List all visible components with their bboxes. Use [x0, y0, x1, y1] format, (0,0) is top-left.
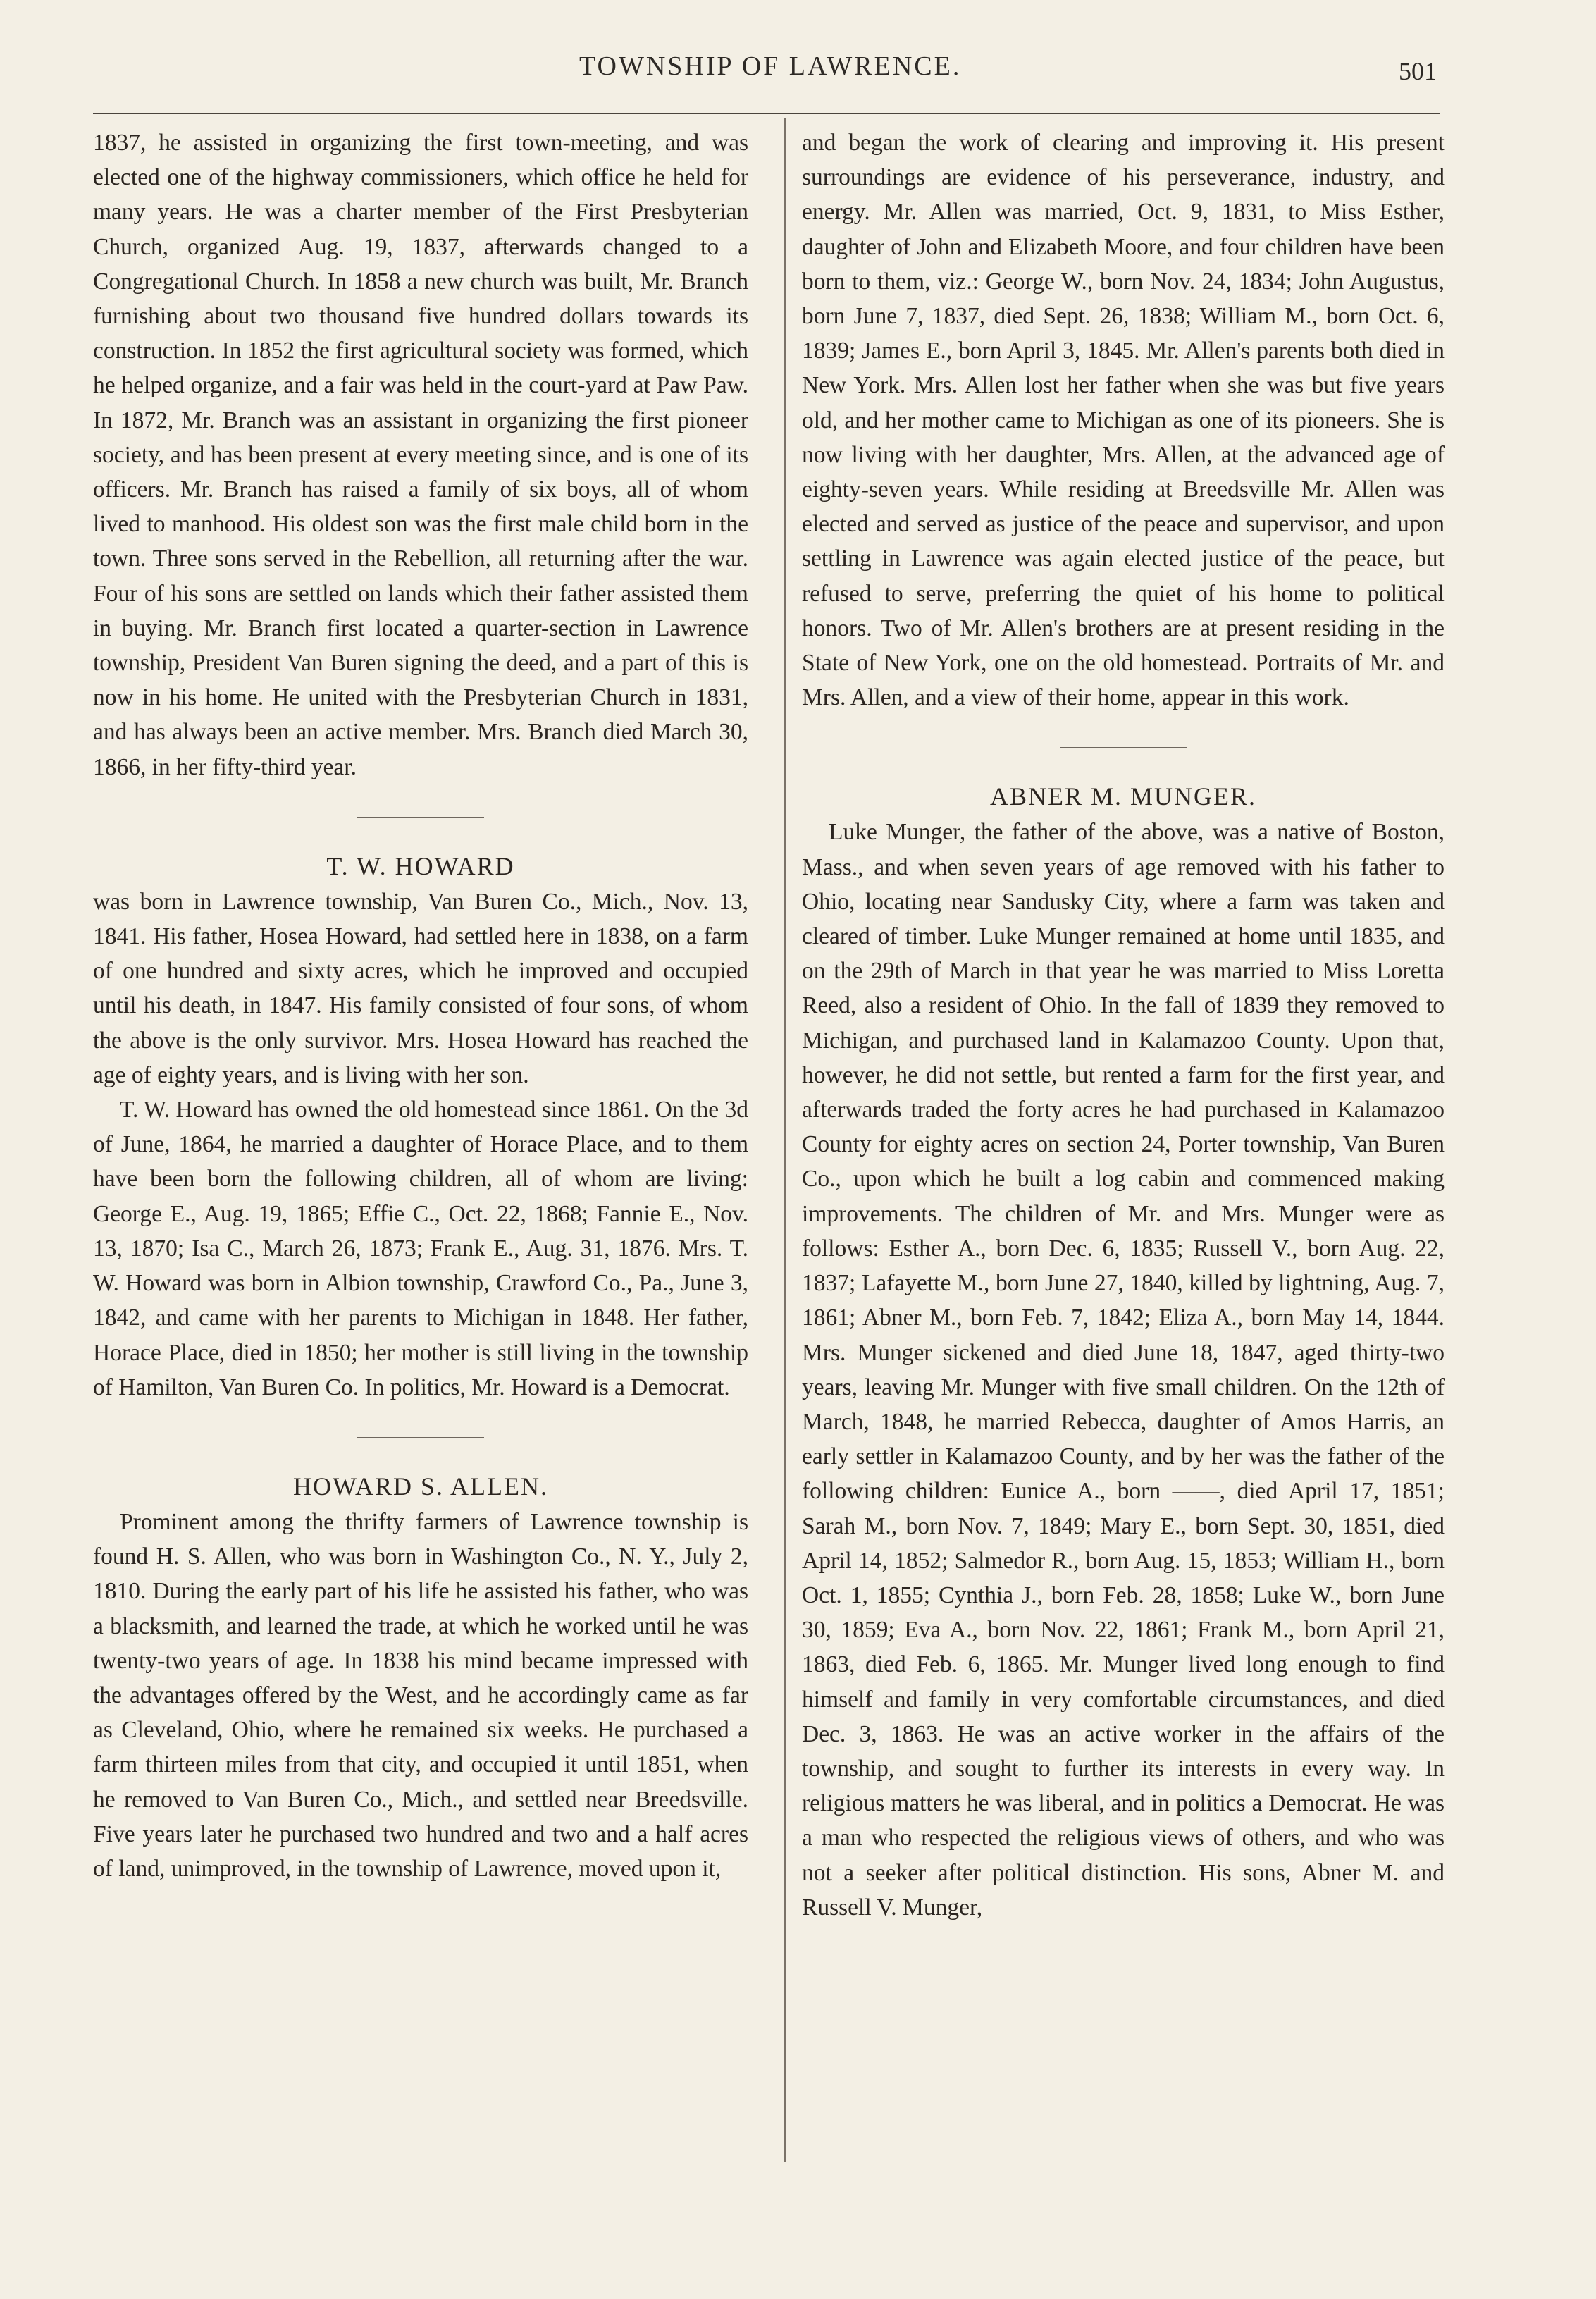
- right-column: [802, 125, 1445, 1925]
- section-divider: [1060, 747, 1187, 748]
- howard-paragraph-1: was born in Lawrence township, Van Buren Co., Mich., Nov. 13, 1841. His father, Hosea Howard, had settled here in 1838, on a farm of one hundred and sixty acres, which he improved and occupied until his death, in 1847. His family consisted of four sons, of whom the above is the only survivor. Mrs. Hosea Howard has reached the age of eighty years, and is living with her son.: [93, 888, 748, 1088]
- branch-continuation-paragraph: 1837, he assisted in organizing the first town-meeting, and was elected one of the highway commissioners, which office he held for many years. He was a charter member of the First Presbyterian Church, organized Aug. 19, 1837, afterwards changed to a Congregational Church. In 1858 a new church was built, Mr. Branch furnishing about two thousand five hundred dollars towards its construction. In 1852 the first agricultural society was formed, which he helped organize, and a fair was held in the court-yard at Paw Paw. In 1872, Mr. Branch was an assistant in organizing the first pioneer society, and has been present at every meeting since, and is one of its officers. Mr. Branch has raised a family of six boys, all of whom lived to manhood. His oldest son was the first male child born in the town. Three sons served in the Rebellion, all returning after the war. Four of his sons are settled on lands which their father assisted them in buying. Mr. Branch first located a quarter-section in Lawrence township, President Van Buren signing the deed, and a part of this is now in his home. He united with the Presbyterian Church in 1831, and has always been an active member. Mrs. Branch died March 30, 1866, in her fifty-third year.: [93, 130, 748, 780]
- munger-heading: ABNER M. MUNGER.: [989, 782, 1257, 811]
- running-title: TOWNSHIP OF LAWRENCE.: [579, 51, 962, 81]
- munger-paragraph-1: Luke Munger, the father of the above, was a native of Boston, Mass., and when seven years of age removed with his father to Ohio, locating near Sandusky City, where a farm was taken and cleared of timber. Luke Munger remained at home until 1835, and on the 29th of March in that year he was married to Miss Loretta Reed, also a resident of Ohio. In the fall of 1839 they removed to Michigan, and purchased land in Kalamazoo County. Upon that, however, he did not settle, but rented a farm for the first year, and afterwards traded the forty acres he had purchased in Kalamazoo County for eighty acres on section 24, Porter township, Van Buren Co., upon which he built a log cabin and commenced making improvements. The children of Mr. and Mrs. Munger were as follows: Esther A., born Dec. 6, 1835; Russell V., born Aug. 22, 1837; Lafayette M., born June 27, 1840, killed by lightning, Aug. 7, 1861; Abner M., born Feb. 7, 1842; Eliza A., born May 14, 1844. Mrs. Munger sickened and died June 18, 1847, aged thirty-two years, leaving Mr. Munger with five small children. On the 12th of March, 1848, he married Rebecca, daughter of Amos Harris, an early settler in Kalamazoo County, and by her was the father of the following children: Eunice A., born ——, died April 17, 1851; Sarah M., born Nov. 7, 1849; Mary E., born Sept. 30, 1851, died April 14, 1852; Salmedor R., born Aug. 15, 1853; William H., born Oct. 1, 1855; Cynthia J., born Feb. 28, 1858; Luke W., born June 30, 1859; Eva A., born Nov. 22, 1861; Frank M., born April 21, 1863, died Feb. 6, 1865. Mr. Munger lived long enough to find himself and family in very comfortable circumstances, and died Dec. 3, 1863. He was an active worker in the affairs of the township, and sought to further its interests in every way. In religious matters he was liberal, and in politics a Democrat. He was a man who respected the religious views of others, and who was not a seeker after political distinction. His sons, Abner M. and Russell V. Munger,: [802, 819, 1445, 1921]
- allen-continuation-paragraph: and began the work of clearing and improving it. His present surroundings are evidence of his perseverance, industry, and energy. Mr. Allen was married, Oct. 9, 1831, to Miss Esther, daughter of John and Elizabeth Moore, and four children have been born to them, viz.: George W., born Nov. 24, 1834; John Augustus, born June 7, 1837, died Sept. 26, 1838; William M., born Oct. 6, 1839; James E., born April 3, 1845. Mr. Allen's parents both died in New York. Mrs. Allen lost her father when she was but five years old, and her mother came to Michigan as one of its pioneers. She is now living with her daughter, Mrs. Allen, at the advanced age of eighty-seven years. While residing at Breedsville Mr. Allen was elected and served as justice of the peace and supervisor, and upon settling in Lawrence was again elected justice of the peace, but refused to serve, preferring the quiet of his home to political honors. Two of Mr. Allen's brothers are at present residing in the State of New York, one on the old homestead. Portraits of Mr. and Mrs. Allen, and a view of their home, appear in this work.: [802, 130, 1445, 711]
- running-head: [0, 51, 1596, 93]
- section-divider: [357, 1437, 484, 1438]
- column-divider: [784, 118, 786, 2162]
- allen-paragraph-1: Prominent among the thrifty farmers of Lawrence township is found H. S. Allen, who was born in Washington Co., N. Y., July 2, 1810. During the early part of his life he assisted his father, who was a blacksmith, and learned the trade, at which he worked until he was twenty-two years of age. In 1838 his mind became impressed with the advantages offered by the West, and he accordingly came as far as Cleveland, Ohio, where he remained six weeks. He purchased a farm thirteen miles from that city, and occupied it until 1851, when he removed to Van Buren Co., Mich., and settled near Breedsville. Five years later he purchased two hundred and two and a half acres of land, unimproved, in the township of Lawrence, moved upon it,: [93, 1508, 748, 1882]
- header-rule: [93, 113, 1440, 114]
- allen-heading: HOWARD S. ALLEN.: [293, 1472, 548, 1500]
- howard-heading: T. W. HOWARD: [326, 851, 515, 880]
- howard-paragraph-2: T. W. Howard has owned the old homestead since 1861. On the 3d of June, 1864, he married a daughter of Horace Place, and to them have been born the following children, all of whom are living: George E., Aug. 19, 1865; Effie C., Oct. 22, 1868; Fannie E., Nov. 13, 1870; Isa C., March 26, 1873; Frank E., Aug. 31, 1876. Mrs. T. W. Howard was born in Albion township, Crawford Co., Pa., June 3, 1842, and came with her parents to Michigan in 1848. Her father, Horace Place, died in 1850; her mother is still living in the township of Hamilton, Van Buren Co. In politics, Mr. Howard is a Democrat.: [93, 1097, 748, 1400]
- left-column: [93, 125, 748, 1886]
- section-divider: [357, 817, 484, 818]
- page-number: 501: [1399, 57, 1437, 85]
